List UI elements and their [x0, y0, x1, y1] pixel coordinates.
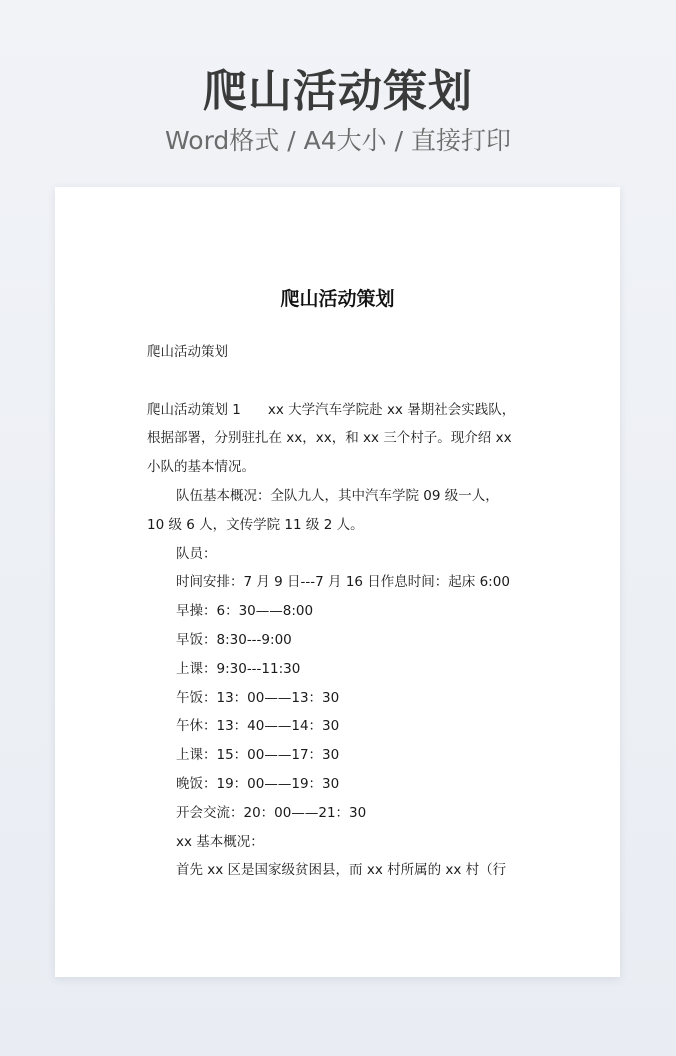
doc-line: 早操：6：30——8:00	[176, 603, 314, 620]
page-subtitle: Word格式 / A4大小 / 直接打印	[165, 126, 511, 155]
doc-line: 首先 xx 区是国家级贫困县，而 xx 村所属的 xx 村（行	[176, 862, 507, 879]
document-page	[55, 187, 620, 977]
doc-line: 小队的基本情况。	[147, 459, 255, 476]
page-header	[0, 62, 676, 158]
doc-line: 上课：9:30---11:30	[176, 660, 301, 677]
page-title: 爬山活动策划	[203, 66, 473, 117]
doc-line: 开会交流：20：00——21：30	[176, 804, 367, 821]
doc-line: 队员：	[176, 545, 217, 562]
doc-line: 爬山活动策划	[147, 344, 228, 360]
doc-line: 上课：15：00——17：30	[176, 747, 340, 764]
doc-line: 队伍基本概况：全队九人，其中汽车学院 09 级一人，	[176, 487, 499, 504]
doc-line: 午休：13：40——14：30	[176, 718, 340, 735]
doc-line: xx 基本概况：	[176, 833, 264, 850]
doc-line: 早饭：8:30---9:00	[176, 631, 292, 648]
document-body	[147, 338, 537, 885]
document-title: 爬山活动策划	[280, 288, 395, 310]
doc-line: 爬山活动策划 1 xx 大学汽车学院赴 xx 暑期社会实践队，	[147, 401, 516, 418]
doc-line: 根据部署，分别驻扎在 xx，xx，和 xx 三个村子。现介绍 xx	[147, 430, 512, 447]
doc-line: 午饭：13：00——13：30	[176, 689, 340, 706]
doc-line: 晚饭：19：00——19：30	[176, 775, 340, 792]
paragraph-gap	[147, 367, 537, 396]
doc-line: 时间安排：7 月 9 日---7 月 16 日作息时间：起床 6:00	[176, 574, 510, 591]
doc-line: 10 级 6 人，文传学院 11 级 2 人。	[147, 516, 364, 533]
